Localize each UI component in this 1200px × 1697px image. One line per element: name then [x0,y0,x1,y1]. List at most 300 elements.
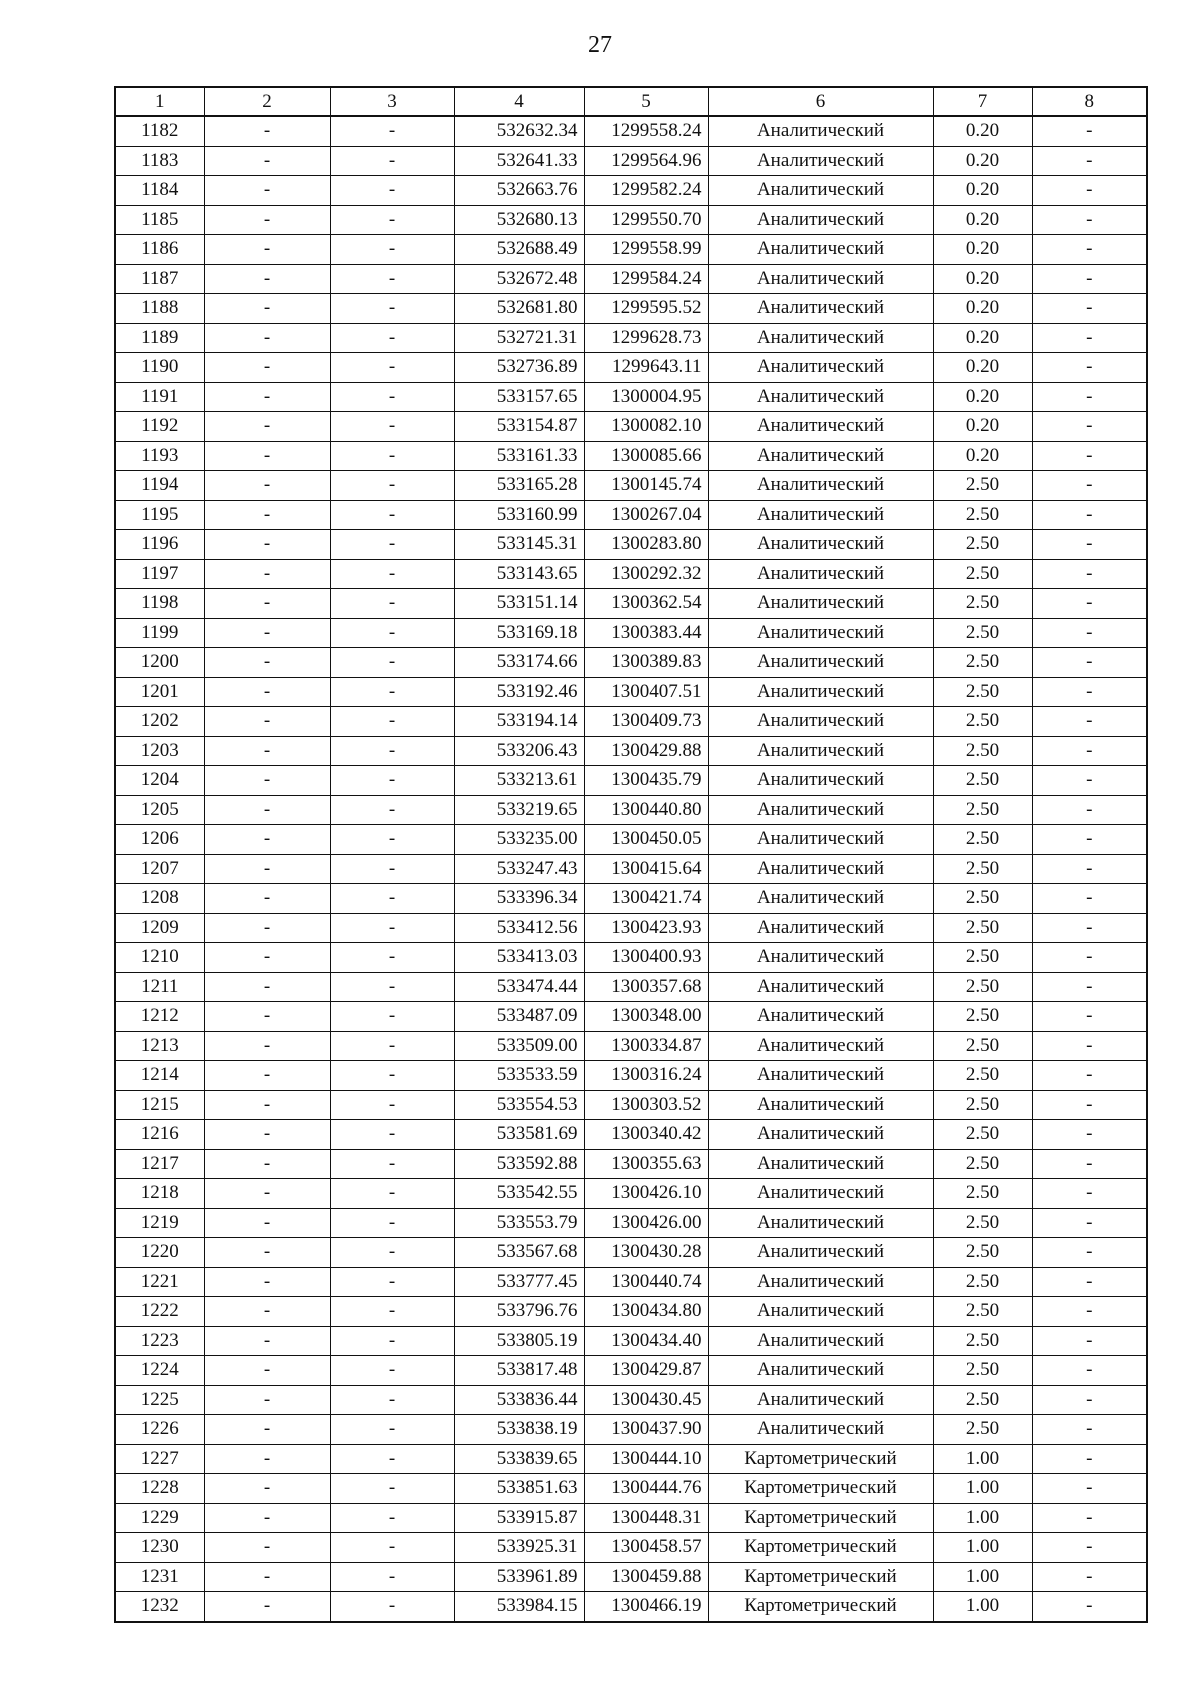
cell-col-2: - [204,264,330,294]
table-row [115,795,1147,825]
cell-col-2: - [204,1031,330,1061]
cell-method: Аналитический [708,382,933,412]
cell-coord-x: 533247.43 [454,854,584,884]
cell-point-number: 1183 [115,146,204,176]
cell-col-2: - [204,972,330,1002]
cell-col-3: - [330,1415,454,1445]
cell-col-8: - [1032,1267,1147,1297]
cell-col-8: - [1032,825,1147,855]
cell-coord-x: 533805.19 [454,1326,584,1356]
cell-method: Аналитический [708,1385,933,1415]
cell-col-8: - [1032,1415,1147,1445]
cell-coord-y: 1300435.79 [584,766,708,796]
cell-method: Аналитический [708,323,933,353]
cell-method: Аналитический [708,1031,933,1061]
table-body [115,116,1147,1622]
cell-method: Аналитический [708,1356,933,1386]
cell-col-2: - [204,648,330,678]
table-row [115,1002,1147,1032]
cell-col-3: - [330,1533,454,1563]
cell-col-2: - [204,736,330,766]
cell-point-number: 1213 [115,1031,204,1061]
table-row [115,1415,1147,1445]
cell-coord-y: 1300303.52 [584,1090,708,1120]
cell-coord-x: 533915.87 [454,1503,584,1533]
cell-point-number: 1190 [115,353,204,383]
table-row [115,648,1147,678]
cell-col-8: - [1032,294,1147,324]
cell-col-3: - [330,235,454,265]
cell-coord-y: 1300407.51 [584,677,708,707]
cell-coord-x: 533553.79 [454,1208,584,1238]
cell-coord-x: 532721.31 [454,323,584,353]
cell-col-3: - [330,1444,454,1474]
cell-accuracy: 0.20 [933,176,1032,206]
cell-method: Аналитический [708,736,933,766]
cell-method: Аналитический [708,1297,933,1327]
cell-coord-y: 1300434.80 [584,1297,708,1327]
cell-accuracy: 2.50 [933,1238,1032,1268]
cell-point-number: 1189 [115,323,204,353]
cell-col-8: - [1032,1592,1147,1622]
cell-col-3: - [330,884,454,914]
cell-method: Аналитический [708,648,933,678]
cell-point-number: 1201 [115,677,204,707]
cell-coord-y: 1300316.24 [584,1061,708,1091]
cell-col-3: - [330,1090,454,1120]
cell-accuracy: 2.50 [933,972,1032,1002]
cell-coord-y: 1299595.52 [584,294,708,324]
cell-coord-y: 1300430.28 [584,1238,708,1268]
cell-accuracy: 2.50 [933,1267,1032,1297]
table-row [115,854,1147,884]
table-row [115,1179,1147,1209]
cell-accuracy: 2.50 [933,1179,1032,1209]
cell-coord-x: 533542.55 [454,1179,584,1209]
cell-point-number: 1220 [115,1238,204,1268]
cell-method: Аналитический [708,707,933,737]
cell-coord-x: 533581.69 [454,1120,584,1150]
cell-method: Картометрический [708,1503,933,1533]
cell-col-2: - [204,441,330,471]
cell-coord-x: 533984.15 [454,1592,584,1622]
cell-col-3: - [330,913,454,943]
cell-col-2: - [204,618,330,648]
cell-col-8: - [1032,1562,1147,1592]
cell-col-8: - [1032,1002,1147,1032]
cell-coord-y: 1299582.24 [584,176,708,206]
cell-coord-y: 1300348.00 [584,1002,708,1032]
cell-col-2: - [204,353,330,383]
cell-accuracy: 0.20 [933,146,1032,176]
cell-method: Аналитический [708,176,933,206]
cell-method: Аналитический [708,766,933,796]
cell-col-2: - [204,205,330,235]
cell-coord-x: 532632.34 [454,116,584,146]
table-row [115,471,1147,501]
cell-method: Картометрический [708,1444,933,1474]
table-row [115,736,1147,766]
cell-accuracy: 0.20 [933,205,1032,235]
cell-coord-x: 533413.03 [454,943,584,973]
cell-col-2: - [204,1415,330,1445]
cell-point-number: 1226 [115,1415,204,1445]
table-row [115,235,1147,265]
table-row [115,1592,1147,1622]
cell-method: Аналитический [708,589,933,619]
cell-col-3: - [330,736,454,766]
cell-point-number: 1186 [115,235,204,265]
cell-point-number: 1225 [115,1385,204,1415]
cell-col-2: - [204,766,330,796]
cell-point-number: 1210 [115,943,204,973]
cell-coord-y: 1300466.19 [584,1592,708,1622]
cell-coord-y: 1300004.95 [584,382,708,412]
cell-col-3: - [330,618,454,648]
cell-coord-x: 533474.44 [454,972,584,1002]
table-row [115,589,1147,619]
cell-accuracy: 2.50 [933,736,1032,766]
table-row [115,500,1147,530]
cell-coord-y: 1300085.66 [584,441,708,471]
cell-coord-y: 1300437.90 [584,1415,708,1445]
cell-point-number: 1229 [115,1503,204,1533]
cell-accuracy: 0.20 [933,382,1032,412]
cell-accuracy: 2.50 [933,1031,1032,1061]
cell-accuracy: 2.50 [933,559,1032,589]
cell-col-2: - [204,1326,330,1356]
cell-accuracy: 0.20 [933,294,1032,324]
table-row [115,707,1147,737]
cell-point-number: 1194 [115,471,204,501]
cell-col-3: - [330,146,454,176]
cell-coord-x: 532641.33 [454,146,584,176]
cell-method: Аналитический [708,1208,933,1238]
cell-accuracy: 1.00 [933,1503,1032,1533]
cell-col-2: - [204,1061,330,1091]
cell-accuracy: 1.00 [933,1533,1032,1563]
cell-point-number: 1208 [115,884,204,914]
cell-coord-x: 533396.34 [454,884,584,914]
cell-col-8: - [1032,1503,1147,1533]
cell-coord-y: 1300458.57 [584,1533,708,1563]
cell-coord-x: 532672.48 [454,264,584,294]
cell-col-8: - [1032,1326,1147,1356]
column-header-5: 5 [584,87,708,116]
cell-method: Аналитический [708,264,933,294]
cell-coord-x: 533509.00 [454,1031,584,1061]
cell-point-number: 1199 [115,618,204,648]
cell-point-number: 1209 [115,913,204,943]
table-row [115,264,1147,294]
cell-col-3: - [330,323,454,353]
cell-col-8: - [1032,1297,1147,1327]
cell-point-number: 1219 [115,1208,204,1238]
cell-coord-x: 533174.66 [454,648,584,678]
cell-method: Картометрический [708,1562,933,1592]
cell-col-8: - [1032,1533,1147,1563]
cell-col-3: - [330,1385,454,1415]
cell-point-number: 1211 [115,972,204,1002]
cell-coord-x: 533961.89 [454,1562,584,1592]
cell-coord-x: 533533.59 [454,1061,584,1091]
cell-point-number: 1204 [115,766,204,796]
cell-accuracy: 2.50 [933,854,1032,884]
cell-col-3: - [330,707,454,737]
cell-method: Аналитический [708,1326,933,1356]
cell-col-3: - [330,1120,454,1150]
cell-col-8: - [1032,1356,1147,1386]
cell-col-3: - [330,854,454,884]
cell-col-3: - [330,972,454,1002]
cell-col-2: - [204,146,330,176]
cell-col-2: - [204,530,330,560]
table-row [115,1297,1147,1327]
cell-col-8: - [1032,707,1147,737]
cell-col-2: - [204,795,330,825]
cell-coord-x: 533777.45 [454,1267,584,1297]
cell-col-3: - [330,1208,454,1238]
cell-accuracy: 2.50 [933,1002,1032,1032]
cell-col-8: - [1032,176,1147,206]
table-row [115,176,1147,206]
cell-method: Картометрический [708,1474,933,1504]
cell-col-8: - [1032,1149,1147,1179]
cell-col-2: - [204,1208,330,1238]
cell-accuracy: 0.20 [933,441,1032,471]
table-row [115,294,1147,324]
cell-col-8: - [1032,264,1147,294]
cell-accuracy: 2.50 [933,1297,1032,1327]
cell-coord-y: 1299643.11 [584,353,708,383]
cell-coord-x: 533817.48 [454,1356,584,1386]
table-row [115,618,1147,648]
cell-point-number: 1205 [115,795,204,825]
cell-col-2: - [204,913,330,943]
cell-col-2: - [204,854,330,884]
cell-accuracy: 2.50 [933,1061,1032,1091]
cell-accuracy: 2.50 [933,1149,1032,1179]
cell-col-3: - [330,589,454,619]
cell-col-2: - [204,1562,330,1592]
cell-col-8: - [1032,795,1147,825]
cell-coord-x: 533839.65 [454,1444,584,1474]
cell-method: Аналитический [708,1238,933,1268]
cell-col-8: - [1032,1031,1147,1061]
cell-accuracy: 2.50 [933,677,1032,707]
cell-accuracy: 1.00 [933,1474,1032,1504]
cell-coord-x: 533194.14 [454,707,584,737]
cell-coord-x: 533145.31 [454,530,584,560]
cell-coord-x: 533796.76 [454,1297,584,1327]
cell-coord-y: 1300389.83 [584,648,708,678]
cell-point-number: 1188 [115,294,204,324]
cell-col-8: - [1032,677,1147,707]
cell-coord-y: 1300450.05 [584,825,708,855]
cell-method: Аналитический [708,1120,933,1150]
cell-method: Аналитический [708,353,933,383]
cell-col-8: - [1032,854,1147,884]
cell-col-8: - [1032,441,1147,471]
cell-coord-y: 1300423.93 [584,913,708,943]
cell-col-8: - [1032,116,1147,146]
cell-coord-y: 1300357.68 [584,972,708,1002]
cell-coord-y: 1299558.24 [584,116,708,146]
cell-point-number: 1203 [115,736,204,766]
cell-coord-x: 533487.09 [454,1002,584,1032]
cell-point-number: 1202 [115,707,204,737]
cell-point-number: 1218 [115,1179,204,1209]
cell-col-8: - [1032,1179,1147,1209]
cell-col-8: - [1032,559,1147,589]
table-row [115,323,1147,353]
cell-col-2: - [204,1592,330,1622]
cell-accuracy: 2.50 [933,1356,1032,1386]
cell-col-2: - [204,1267,330,1297]
cell-point-number: 1207 [115,854,204,884]
cell-col-2: - [204,1179,330,1209]
cell-accuracy: 1.00 [933,1444,1032,1474]
cell-col-3: - [330,205,454,235]
cell-method: Аналитический [708,854,933,884]
cell-coord-y: 1300400.93 [584,943,708,973]
cell-coord-x: 533851.63 [454,1474,584,1504]
table-row [115,1356,1147,1386]
cell-coord-y: 1300421.74 [584,884,708,914]
table-row [115,1444,1147,1474]
table-row [115,382,1147,412]
cell-accuracy: 2.50 [933,1120,1032,1150]
cell-col-3: - [330,1326,454,1356]
table-row [115,1503,1147,1533]
table-row [115,1267,1147,1297]
cell-col-8: - [1032,1208,1147,1238]
table-row [115,766,1147,796]
cell-method: Аналитический [708,1415,933,1445]
cell-coord-x: 533567.68 [454,1238,584,1268]
table-row [115,825,1147,855]
cell-accuracy: 2.50 [933,1415,1032,1445]
cell-coord-y: 1299584.24 [584,264,708,294]
coordinates-table [114,86,1148,1623]
cell-col-3: - [330,382,454,412]
cell-point-number: 1230 [115,1533,204,1563]
cell-coord-x: 533235.00 [454,825,584,855]
cell-col-2: - [204,1385,330,1415]
cell-method: Аналитический [708,1002,933,1032]
cell-col-3: - [330,1562,454,1592]
cell-method: Аналитический [708,913,933,943]
cell-point-number: 1206 [115,825,204,855]
cell-coord-y: 1300434.40 [584,1326,708,1356]
cell-point-number: 1227 [115,1444,204,1474]
cell-point-number: 1193 [115,441,204,471]
cell-col-8: - [1032,382,1147,412]
cell-col-2: - [204,1090,330,1120]
cell-method: Аналитический [708,235,933,265]
cell-col-2: - [204,1533,330,1563]
cell-coord-y: 1300430.45 [584,1385,708,1415]
cell-coord-x: 532663.76 [454,176,584,206]
cell-col-2: - [204,1503,330,1533]
cell-col-2: - [204,825,330,855]
cell-coord-y: 1300082.10 [584,412,708,442]
table-row [115,1238,1147,1268]
table-row [115,1149,1147,1179]
cell-point-number: 1187 [115,264,204,294]
cell-col-2: - [204,1120,330,1150]
table-row [115,1120,1147,1150]
table-row [115,1326,1147,1356]
table-row [115,205,1147,235]
table-row [115,1031,1147,1061]
cell-coord-x: 533206.43 [454,736,584,766]
cell-point-number: 1232 [115,1592,204,1622]
cell-coord-x: 532736.89 [454,353,584,383]
cell-coord-y: 1300426.10 [584,1179,708,1209]
cell-point-number: 1212 [115,1002,204,1032]
cell-coord-y: 1300429.88 [584,736,708,766]
cell-coord-y: 1300409.73 [584,707,708,737]
cell-coord-x: 533219.65 [454,795,584,825]
table-row [115,146,1147,176]
table-row [115,1385,1147,1415]
cell-accuracy: 2.50 [933,884,1032,914]
cell-accuracy: 0.20 [933,264,1032,294]
cell-col-3: - [330,1503,454,1533]
cell-col-8: - [1032,1444,1147,1474]
cell-point-number: 1197 [115,559,204,589]
cell-coord-x: 533161.33 [454,441,584,471]
cell-coord-x: 533165.28 [454,471,584,501]
table-row [115,559,1147,589]
cell-accuracy: 2.50 [933,795,1032,825]
cell-accuracy: 2.50 [933,589,1032,619]
cell-col-8: - [1032,235,1147,265]
table-row [115,530,1147,560]
cell-accuracy: 2.50 [933,1090,1032,1120]
cell-accuracy: 1.00 [933,1562,1032,1592]
cell-col-8: - [1032,1090,1147,1120]
cell-method: Аналитический [708,1179,933,1209]
cell-accuracy: 2.50 [933,1326,1032,1356]
cell-point-number: 1192 [115,412,204,442]
cell-accuracy: 2.50 [933,1385,1032,1415]
cell-col-8: - [1032,1120,1147,1150]
cell-col-2: - [204,1297,330,1327]
cell-col-3: - [330,500,454,530]
cell-coord-y: 1300440.80 [584,795,708,825]
cell-col-3: - [330,825,454,855]
cell-col-2: - [204,1474,330,1504]
cell-point-number: 1222 [115,1297,204,1327]
cell-col-3: - [330,1002,454,1032]
cell-col-2: - [204,176,330,206]
cell-coord-x: 533160.99 [454,500,584,530]
cell-col-8: - [1032,1061,1147,1091]
cell-col-3: - [330,1297,454,1327]
table-row [115,1474,1147,1504]
cell-method: Аналитический [708,471,933,501]
cell-coord-y: 1300362.54 [584,589,708,619]
cell-point-number: 1215 [115,1090,204,1120]
cell-coord-y: 1300426.00 [584,1208,708,1238]
cell-col-3: - [330,116,454,146]
cell-coord-y: 1299558.99 [584,235,708,265]
cell-col-2: - [204,677,330,707]
cell-col-8: - [1032,146,1147,176]
cell-col-3: - [330,1592,454,1622]
